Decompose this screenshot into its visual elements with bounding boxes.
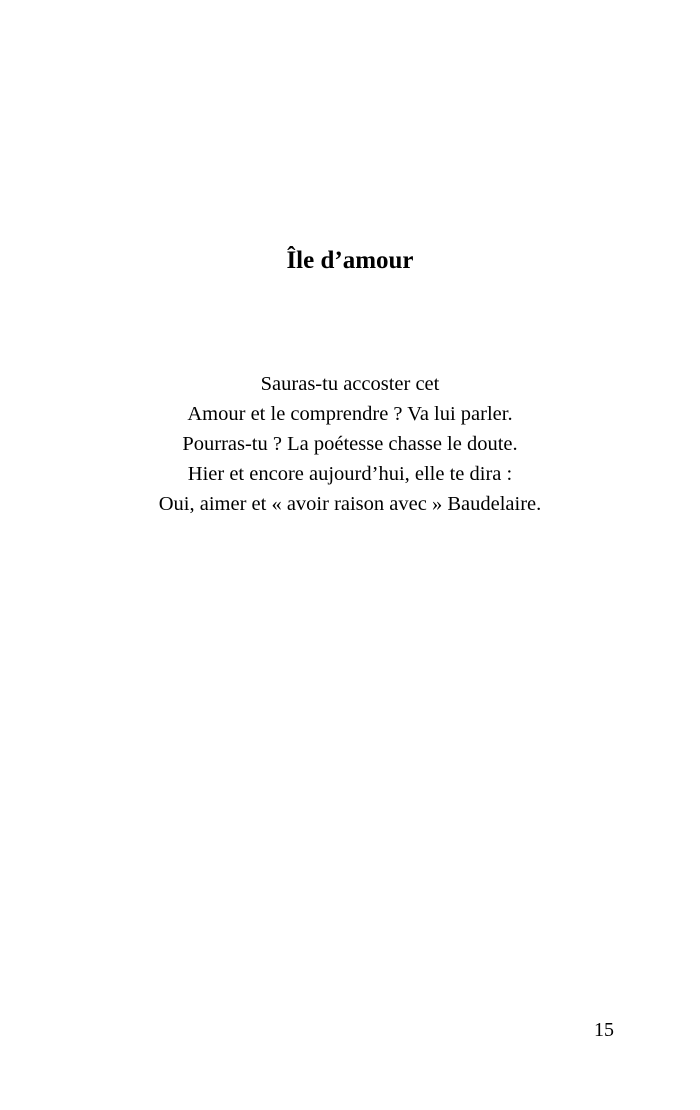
poem-line: Amour et le comprendre ? Va lui parler. (187, 403, 513, 425)
poem-title: Île d’amour (286, 247, 414, 274)
poem-line: Pourras-tu ? La poétesse chasse le doute. (182, 433, 518, 455)
poem-line: Hier et encore aujourd’hui, elle te dira : (187, 463, 513, 485)
poem-line: Oui, aimer et « avoir raison avec » Baudelaire. (158, 493, 542, 515)
poem-line: Sauras-tu accoster cet (260, 373, 440, 395)
poem-stanza (0, 369, 700, 519)
page-number: 15 (594, 1019, 614, 1041)
